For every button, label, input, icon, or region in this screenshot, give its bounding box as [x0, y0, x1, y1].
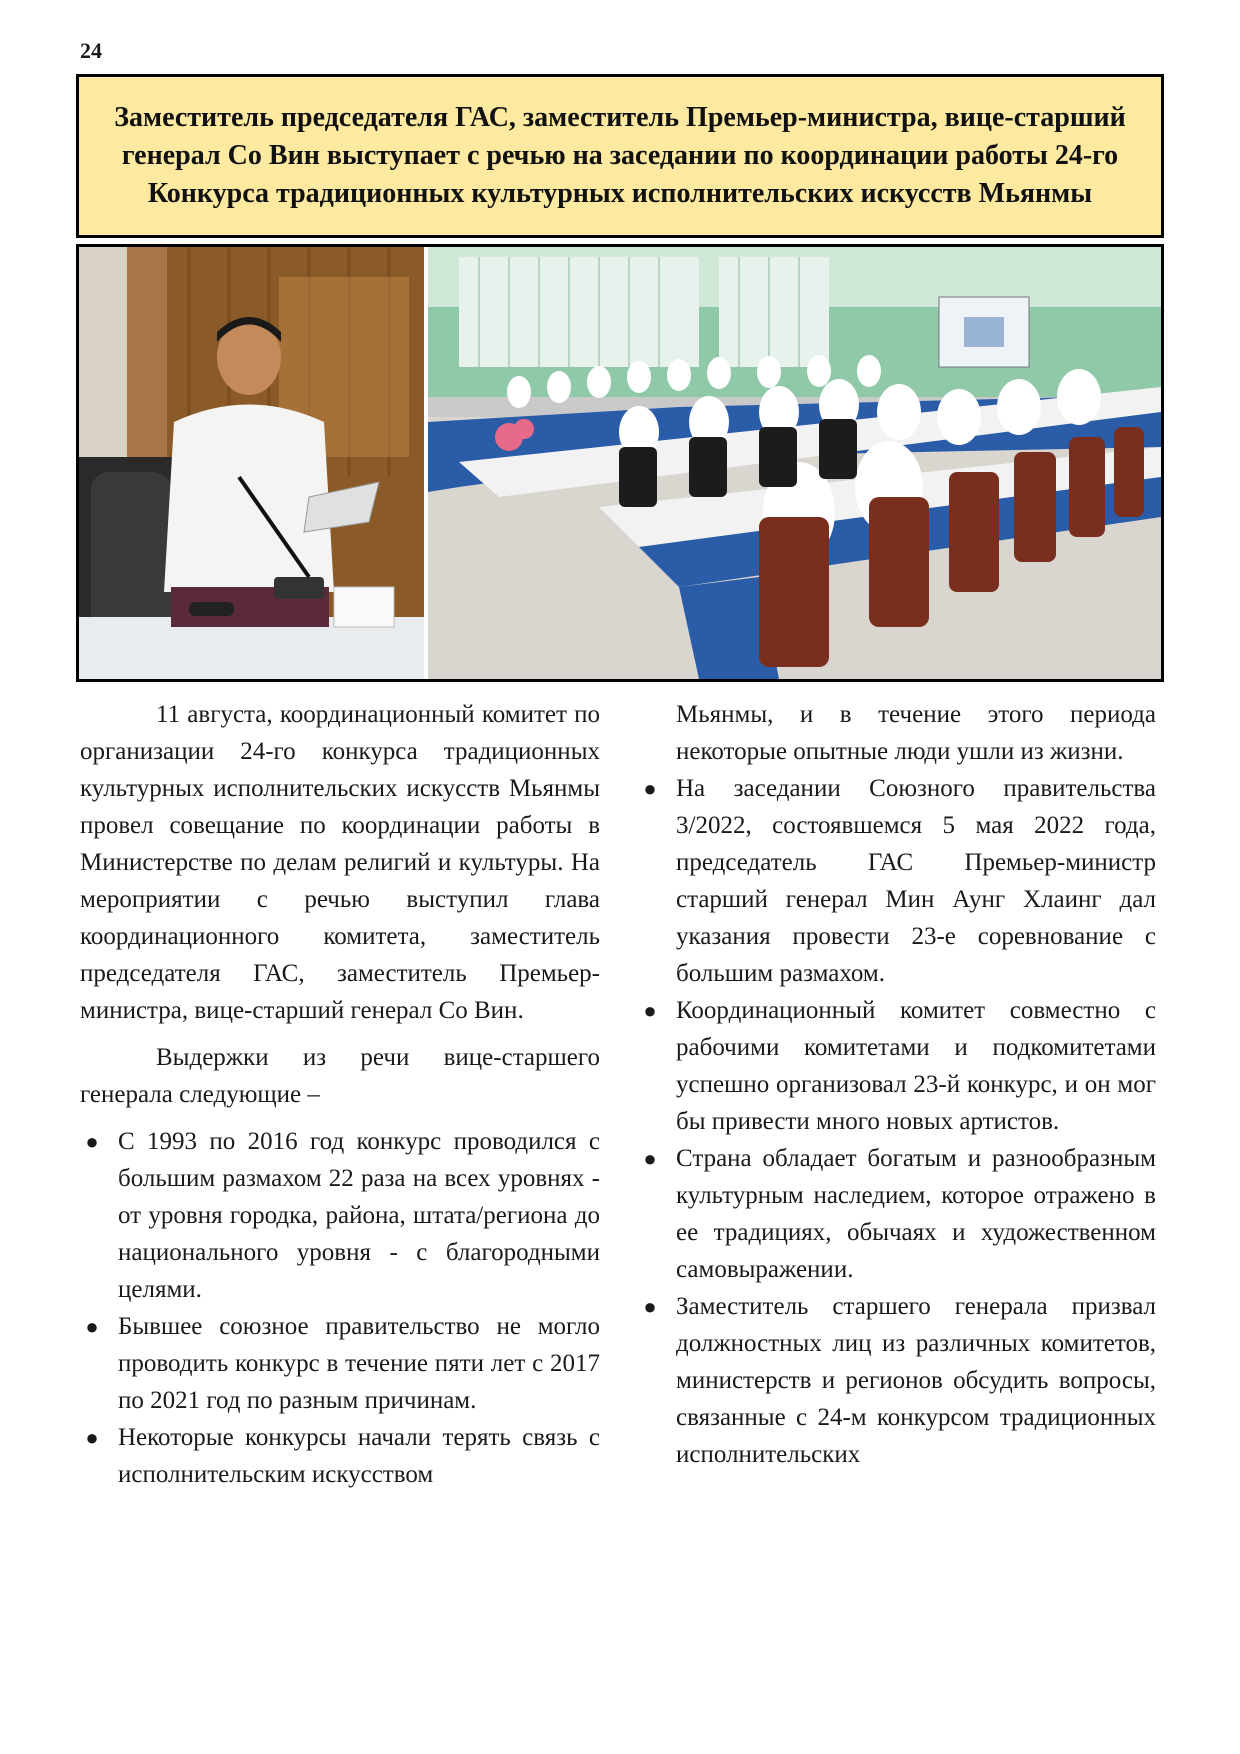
page-number: 24: [80, 38, 102, 63]
meeting-room-photo: [428, 247, 1161, 679]
bullet-icon: ●: [643, 998, 657, 1023]
list-item: [638, 992, 1156, 1140]
photo-collage: [76, 244, 1164, 682]
right-column: [643, 696, 1156, 1473]
list-item: [80, 1123, 600, 1308]
right-bullet-list: [638, 770, 1156, 1473]
list-item-text: Заместитель старшего генерала призвал должностных лиц из различных комитетов, министерств и регионов обсудить вопросы, связанные с 24-м конкурсом традиционных исполнительских: [676, 1293, 1156, 1468]
speaker-photo: [79, 247, 424, 679]
bullet-icon: ●: [643, 1146, 657, 1171]
speech-intro-paragraph: Выдержки из речи вице-старшего генерала следующие –: [80, 1044, 600, 1108]
list-item: [80, 1308, 600, 1419]
list-item-text: Бывшее союзное правительство не могло проводить конкурс в течение пяти лет с 2017 по 2021 год по разным причинам.: [118, 1313, 600, 1414]
list-item: [638, 1140, 1156, 1288]
bullet-icon: ●: [85, 1425, 99, 1450]
list-item: [638, 770, 1156, 992]
bullet-icon: ●: [643, 776, 657, 801]
bullet-icon: ●: [643, 1294, 657, 1319]
headline-box: [76, 74, 1164, 238]
list-item: [80, 1419, 600, 1493]
headline: Заместитель председателя ГАС, заместитель Премьер-министра, вице-старший генерал Со Вин выступает с речью на заседании по координации работы 24-го Конкурса традиционных культурных исполнительских искусств Мьянмы: [114, 102, 1126, 209]
list-item: [638, 1288, 1156, 1473]
left-column: [80, 696, 600, 1493]
left-bullet-list: [80, 1123, 600, 1493]
continuation-paragraph: Мьянмы, и в течение этого периода некоторые опытные люди ушли из жизни.: [676, 701, 1156, 765]
bullet-icon: ●: [85, 1314, 99, 1339]
list-item-text: Координационный комитет совместно с рабочими комитетами и подкомитетами успешно организовал 23-й конкурс, и он мог бы привести много новых артистов.: [676, 997, 1156, 1135]
list-item-text: Страна обладает богатым и разнообразным культурным наследием, которое отражено в ее традициях, обычаях и художественном самовыражении.: [676, 1145, 1156, 1283]
list-item-text: Некоторые конкурсы начали терять связь с исполнительским искусством: [118, 1424, 600, 1488]
intro-paragraph: 11 августа, координационный комитет по организации 24-го конкурса традиционных культурных исполнительских искусств Мьянмы провел совещание по координации работы в Министерстве по делам религий и культуры. На мероприятии с речью выступил глава координационного комитета, заместитель председателя ГАС, заместитель Премьер-министра, вице-старший генерал Со Вин.: [80, 701, 600, 1024]
bullet-icon: ●: [85, 1129, 99, 1154]
list-item-text: На заседании Союзного правительства 3/2022, состоявшемся 5 мая 2022 года, председатель ГАС Премьер-министр старший генерал Мин Аунг Хлаинг дал указания провести 23-е соревнование с большим размахом.: [676, 775, 1156, 987]
list-item-text: С 1993 по 2016 год конкурс проводился с большим размахом 22 раза на всех уровнях - от уровня городка, района, штата/региона до национального уровня - с благородными целями.: [118, 1128, 600, 1303]
